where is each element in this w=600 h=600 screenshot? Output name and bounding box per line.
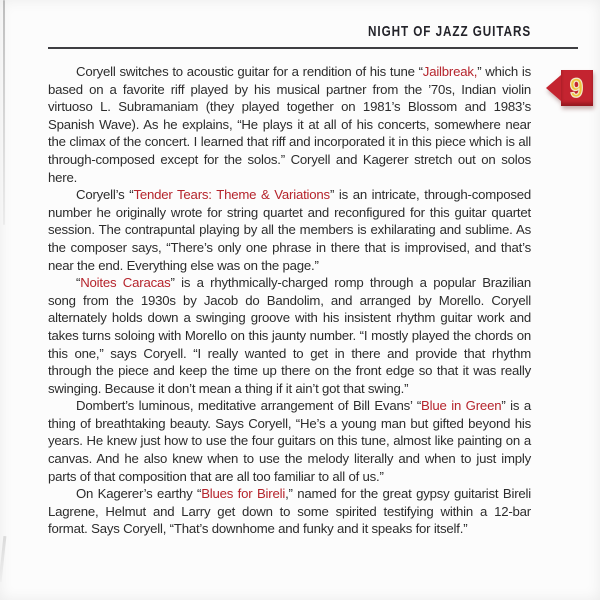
- header-rule: [48, 47, 578, 49]
- body-text-segment: ,” named for the great gypsy guitarist Bireli Lagrene, Helmut and Larry get down to some spirited testifying within a 12-bar format. Says Coryell, “That’s downhome and funky and it speaks for itself.”: [48, 486, 531, 537]
- paragraph: [48, 63, 531, 186]
- page-number-badge-body: [561, 70, 593, 106]
- song-title-highlight: Blue in Green: [421, 398, 502, 414]
- body-text-segment: ” is a thing of breathtaking beauty. Says Coryell, “He’s a young man but gifted beyond his years. He knew just how to use the four guitars on this tune, almost like painting on a canvas. And he also knew when to use the melody literally and when to just imply parts of that composition that are all too familiar to all of us.”: [48, 398, 531, 484]
- song-title-highlight: Tender Tears: Theme & Variations: [133, 187, 330, 203]
- liner-notes-text: [48, 63, 531, 538]
- page-header-title: NIGHT OF JAZZ GUITARS: [367, 23, 531, 40]
- body-text-segment: ” is an intricate, through-composed number he originally wrote for string quartet and reconfigured for this guitar quartet session. The contrapuntal playing by all the members is exhilarating and sublime. As the composer says, “There’s only one phrase in there that is improvised, and that’s near the end. Everything else was on the page.”: [48, 187, 531, 273]
- body-text-segment: Coryell switches to acoustic guitar for a rendition of his tune “: [76, 64, 423, 79]
- scan-mark-artifact: [0, 536, 6, 582]
- song-title-highlight: Noites Caracas: [80, 275, 171, 291]
- page-number-badge: [546, 70, 593, 106]
- body-text-segment: Dombert’s luminous, meditative arrangement of Bill Evans’ “: [76, 398, 422, 414]
- paragraph: [48, 397, 531, 485]
- body-text-segment: “: [76, 275, 81, 291]
- page-number: 9: [570, 72, 584, 103]
- paragraph: [48, 186, 531, 274]
- paragraph: [48, 274, 531, 397]
- paragraph: [48, 485, 531, 538]
- arrow-left-icon: [546, 75, 561, 101]
- body-text-segment: On Kagerer’s earthy “: [76, 486, 202, 502]
- song-title-highlight: Jailbreak,: [422, 64, 478, 79]
- body-text-segment: ” which is based on a favorite riff played by his musical partner from the ’70s, Indian violin virtuoso L. Subramaniam (they played together on 1981’s Blossom and 1983’s Spanish Wave). As he explains, “He plays it at all of his concerts, somewhere near the climax of the concert. I learned that riff and incorporated it in this piece which is all through-composed except for the solos.” Coryell and Kagerer stretch out on solos here.: [48, 64, 531, 185]
- body-text-segment: ” is a rhythmically-charged romp through a popular Brazilian song from the 1930s by Jacob do Bandolim, and arranged by Morello. Coryell alternately holds down a swinging groove with his insistent rhythm guitar work and takes turns soloing with Morello on this jaunty number. “I mostly played the chords on this one,” says Coryell. “I really wanted to get in there and provide that rhythm through the piece and keep the time up there on the front edge so that it was really swinging. Because it don’t mean a thing if it ain’t got that swing.”: [48, 275, 531, 396]
- scan-edge-artifact: [3, 0, 5, 225]
- body-text-segment: Coryell’s “: [76, 187, 134, 203]
- song-title-highlight: Blues for Bireli: [201, 486, 286, 502]
